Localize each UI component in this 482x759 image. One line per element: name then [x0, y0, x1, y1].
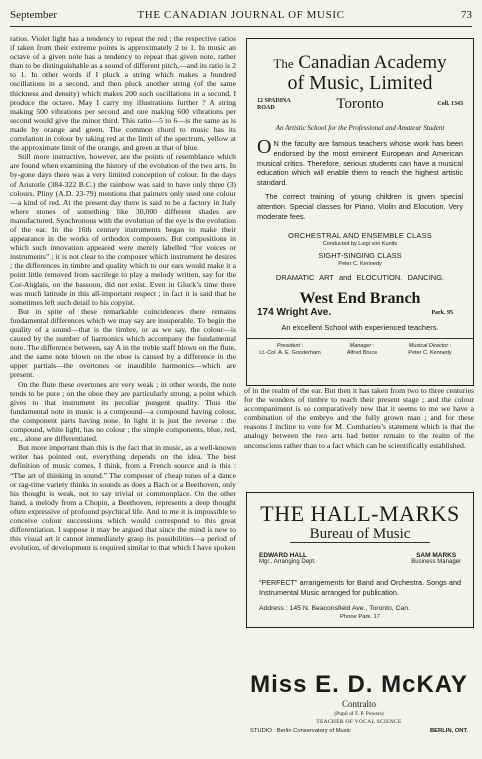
article-paragraph: ratios. Violet light has a tendency to repeat the red ; the respective ratios if taken from their extreme points is approximately 2 to 1. In music an octave of a given note has a tendency to repeat that given note, rather than to be distinguishable as a sound of different pitch,—and its ratio is 2 to 1. In other words if I pluck a string which makes a hundred oscillations in a second, and then pluck another string (of the same thickness and density) which makes 200 such oscillations in a second, I produce the octave. May I carry my illustrations further ? A string making 500 vibrations per second and one making 600 vibrations per second would give the minor third. This ratio—5 to 6—is the same as is made by orange and green. The common chord to music has its correlation in colour by taking red at the limit of the spectrum, yellow at the approximate limit of the orange, and green at that of blue.: [10, 34, 236, 153]
branch-phone: Park. 95: [431, 310, 453, 317]
sight-singing-class: SIGHT-SINGING CLASS: [318, 251, 402, 261]
academy-phone: Coll. 1343: [437, 101, 463, 107]
academy-address-row: [255, 96, 465, 122]
mckay-city: BERLIN, ONT.: [429, 728, 468, 734]
divider: [247, 338, 473, 339]
mckay-studio: STUDIO : Berlin Conservatory of Music: [250, 728, 351, 734]
officer-musical-director: Musical Director : Peter C. Kennedy: [408, 343, 452, 357]
academy-title-line1: The Canadian Academy: [273, 52, 447, 73]
article-paragraph: But more important than this is the fact that in music, as a well-known writer has pointed out, everything depends on the idea. The best definition of music comes, I think, from a French source and is this : “The art of thinking in sound.” The composer of cheap tunes of a dance or rag-time variety thinks in sounds as does a Bach or a Beethoven, only his thought is weak, not to say trivial or commonplace. On the other hand, a melody from a Chopin, a Beethoven, represents a deep thought often expressive of profound psychical life. And to me it is impossible to conceive colour successions which would correspond to this great differentiation. I suppose it may be argued that since the mind is new to this visual art it cannot immediately grasp its possibilities—a period of evolution, of development is required similar to that which I have spoken: [10, 443, 236, 553]
mckay-ad: [246, 672, 472, 752]
orchestral-class: ORCHESTRAL AND ENSEMBLE CLASS: [288, 231, 432, 241]
mckay-voice: Contralto: [342, 699, 376, 709]
academy-title-line2: of Music, Limited: [287, 72, 433, 94]
branch-note: An excellent School with experienced teachers.: [281, 323, 439, 333]
page-number: 73: [461, 9, 472, 21]
academy-city: Toronto: [336, 96, 384, 112]
mckay-pupil-of: (Pupil of F. P. Powers): [334, 711, 384, 717]
staff-member: SAM MARKS Business Manager: [411, 552, 461, 565]
officer-president: President : Lt.-Col. A. E. Gooderham: [259, 343, 321, 357]
article-paragraph: of in the realm of the ear. But then it has taken from two to three centuries for the wonders of timbre to reach their present stage ; and the colour accompaniment is so comparatively new that it seems to me we have a combination of the embryo and the fully grown man ; and for these reasons I incline to vote for M. Combarieu’s statement which is that the analogy between the two arts had better remain to the realm of the unconscious rather than to a fact which can be scientifically established.: [244, 386, 474, 450]
article-right-column: [244, 386, 474, 474]
journal-title: THE CANADIAN JOURNAL OF MUSIC: [137, 9, 345, 21]
hall-marks-address: Address : 145 N. Beaconsfield Ave., Toronto, Can.: [259, 605, 410, 612]
branch-address-row: [257, 307, 463, 319]
branch-address: 174 Wright Ave.: [257, 307, 332, 319]
hall-marks-phone: Phone Park. 17: [340, 613, 380, 620]
academy-faculty-text: O N the faculty are famous teachers whose work has been endorsed by the most eminent European and American musical critics. Therefore, serious students can have a musical education which will enable them to reach the highest artistic standard.: [257, 136, 463, 188]
dramatic-art-line: DRAMATIC ART and ELOCUTION. DANCING.: [275, 273, 445, 283]
running-header: [10, 4, 472, 27]
header-month: September: [10, 9, 58, 21]
mckay-name: Miss E. D. McKAY: [250, 671, 468, 698]
orchestral-conductor: Conducted by Luigi von Kunits: [322, 241, 398, 248]
article-paragraph: On the flute these overtones are very weak ; in other words, the note tends to be pure ; on the oboe they are particularly strong, a point which gives to that instrument its peculiar pungent quality. Thus the fundamental note in music is a compound—a compound having colour, the component parts having none. In light it is just the reverse : the compound, white light, has no colour ; the simple components, blue, red, etc., alone are differentiated.: [10, 379, 236, 444]
mckay-studio-row: [246, 728, 472, 736]
hall-marks-title: THE HALL-MARKS: [260, 501, 460, 526]
academy-tagline: An Artistic School for the Professional and Amateur Student: [275, 124, 445, 132]
hall-marks-description: “PERFECT” arrangements for Band and Orchestra. Songs and Instrumental Music arranged for publication.: [259, 578, 461, 597]
drop-cap: O: [257, 136, 272, 158]
sight-singing-conductor: Peter C. Kennedy: [338, 261, 382, 268]
hall-marks-staff: [259, 552, 461, 570]
academy-street: 12 SPADINA ROAD: [257, 98, 291, 111]
article-left-column: [10, 34, 236, 750]
academy-children-text: The correct training of young children is given special attention. Special classes for Piano, Violin and Elocution. Very moderate fees.: [257, 191, 463, 221]
mckay-teacher: TEACHER OF VOCAL SCIENCE: [316, 719, 402, 725]
hall-marks-subtitle: Bureau of Music: [247, 526, 473, 542]
staff-member: EDWARD HALL Mgr., Arranging Dept.: [259, 552, 316, 565]
hall-marks-ad: [246, 492, 474, 628]
article-paragraph: Still more instructive, however, are the points of resemblance which are found when examining the history of the evolution of the two arts. In by-gone days there was a very limited conception of colour. In the days of Aristotle (384-322 B.C.) the rainbow was said to have only three (3) colours. Pliny (A.D. 23-79) mentions that painters only used one colour —a kind of red. At the present day there is said to be a factory in Italy where stones of something like 30,000 different shades are manufactured. Synchronous with the evolution of the eye is the evolution of the ear. In the 16th century instruments began to make their appearance in the works of orthodox composers. But compositions in which such innovation appeared were merely labelled “for voices or instruments” ; it is not clear to the composer which instrument he desires ; the differences in timbre and quality which to our ears would make it a point little removed from sacrilege to play a melody written, say for the Cor-Anglais, on the bassoon, did not exist. Even in Gluck’s time there was much latitude in this all-important respect ; in fact it is said that he sometimes left such detail to his copyist.: [10, 152, 236, 307]
officer-manager: Manager : Alfred Bruce: [346, 343, 378, 357]
west-end-branch-title: West End Branch: [299, 290, 421, 308]
article-paragraph: But in spite of these remarkable coincidences there remains fundamental differences which we may say are insuperable. To begin the quality of a sound—that is the timbre, or as we say, the colour—is caused by the number of harmonics which accompany the fundamental note. The difference between, say A in the treble staff blown on the flute, and the same note blown on the oboe is caused by a difference in the upper partials—the overtones or inaudible harmonics—which are present.: [10, 306, 236, 380]
academy-officers: [255, 343, 465, 363]
canadian-academy-ad: [246, 38, 474, 386]
